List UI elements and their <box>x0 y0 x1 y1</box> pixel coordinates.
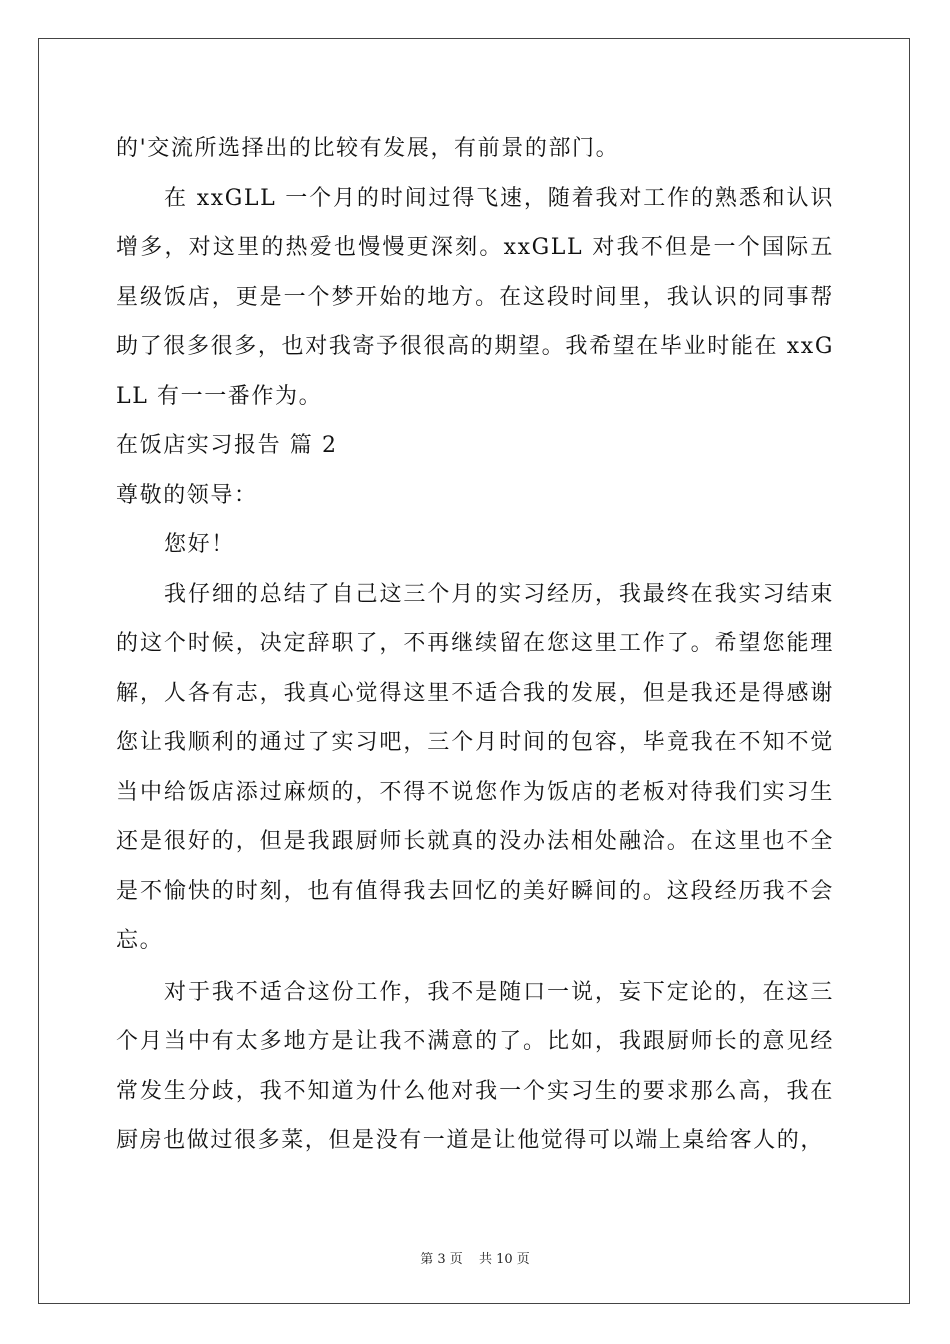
section-title: 在饭店实习报告 篇 2 <box>116 433 338 458</box>
salutation: 尊敬的领导： <box>116 482 258 508</box>
paragraph-xxgll: 在 xxGLL 一个月的时间过得飞速，随着我对工作的熟悉和认识增多，对这里的热爱也慢慢更深刻。xxGLL 对我不但是一个国际五星级饭店，更是一个梦开始的地方。在这段时间里，我认识的同事帮助了很多很多，也对我寄予很很高的期望。我希望在毕业时能在 xxGLL 有一一番作为。 <box>116 185 834 409</box>
greeting: 您好！ <box>164 532 235 557</box>
page-footer <box>0 1248 950 1267</box>
page-total: 共 10 页 <box>478 1252 530 1267</box>
paragraph-continuation: 的'交流所选择出的比较有发展，有前景的部门。 <box>116 136 620 161</box>
page-number: 第 3 页 <box>420 1252 463 1267</box>
paragraph-resignation: 我仔细的总结了自己这三个月的实习经历，我最终在我实习结束的这个时候，决定辞职了，不再继续留在您这里工作了。希望您能理解，人各有志，我真心觉得这里不适合我的发展，但是我还是得感谢您让我顺利的通过了实习吧，三个月时间的包容，毕竟我在不知不觉当中给饭店添过麻烦的，不得不说您作为饭店的老板对待我们实习生还是很好的，但是我跟厨师长就真的没办法相处融洽。在这里也不全是不愉快的时刻，也有值得我去回忆的美好瞬间的。这段经历我不会忘。 <box>116 581 834 953</box>
paragraph-reasons: 对于我不适合这份工作，我不是随口一说，妄下定论的，在这三个月当中有太多地方是让我不满意的了。比如，我跟厨师长的意见经常发生分歧，我不知道为什么他对我一个实习生的要求那么高，我在厨房也做过很多菜，但是没有一道是让他觉得可以端上桌给客人的， <box>116 979 834 1153</box>
document-body <box>116 124 834 1166</box>
